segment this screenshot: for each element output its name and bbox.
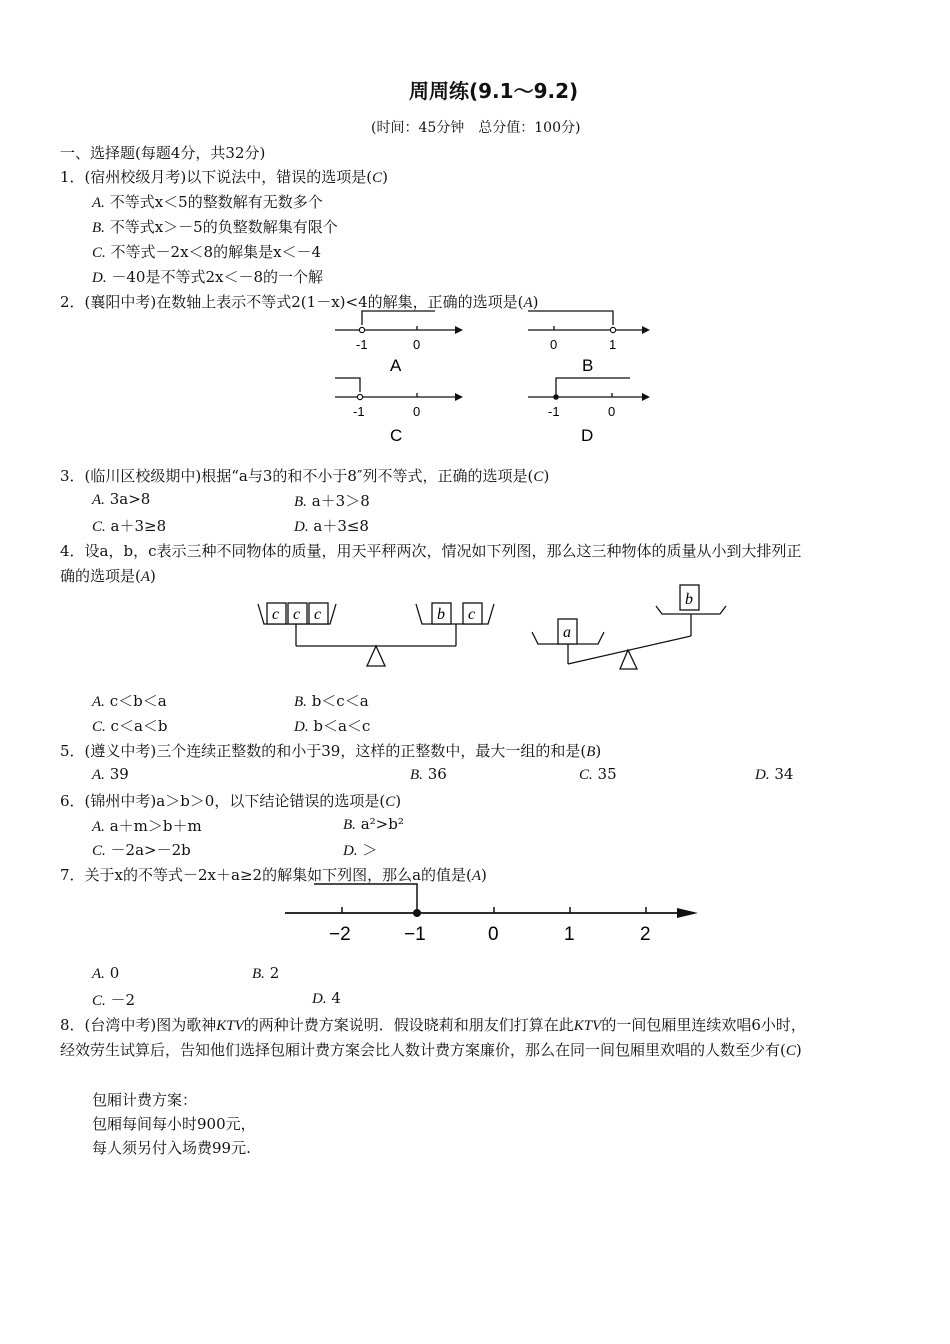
option: C. 35 bbox=[579, 765, 617, 783]
option: C. a＋3≥8 bbox=[92, 517, 167, 535]
answer: C bbox=[533, 469, 544, 485]
answer: A bbox=[471, 868, 482, 884]
tick-label: -1 bbox=[548, 404, 560, 419]
balance-tilted bbox=[532, 585, 726, 669]
question-7-stem: 7．关于x的不等式－2x＋a≥2的解集如下列图，那么a的值是(A) bbox=[60, 866, 487, 884]
question-1-stem: 1．(宿州校级月考)以下说法中，错误的选项是(C) bbox=[60, 168, 388, 186]
option: A. 不等式x＜5的整数解有无数多个 bbox=[92, 193, 323, 211]
pricing-line: 每人须另付入场费99元. bbox=[92, 1139, 251, 1157]
question-8-stem-line2: 经效劳生试算后，告知他们选择包厢计费方案会比人数计费方案廉价，那么在同一间包厢里欢唱的人数至少有(C) bbox=[60, 1041, 802, 1059]
tick-label: 0 bbox=[413, 337, 421, 352]
figure-label-b: B bbox=[582, 356, 594, 375]
tick-label: −2 bbox=[329, 924, 351, 945]
number-line-a bbox=[335, 311, 463, 375]
option: A. 0 bbox=[92, 964, 120, 982]
option: D. 4 bbox=[312, 989, 341, 1007]
option: B. a²>b² bbox=[343, 815, 404, 833]
pricing-line: 包厢每间每小时900元， bbox=[92, 1115, 256, 1133]
tick-label: −1 bbox=[404, 924, 426, 945]
box-label: c bbox=[468, 606, 476, 623]
tick-label: 1 bbox=[564, 924, 575, 945]
option: A. a＋m＞b＋m bbox=[92, 817, 202, 835]
box-label: c bbox=[272, 606, 280, 623]
option: A. c＜b＜a bbox=[92, 692, 167, 710]
tick-label: 0 bbox=[550, 337, 558, 352]
tick-label: 0 bbox=[608, 404, 616, 419]
option: D. a＋3≤8 bbox=[294, 517, 369, 535]
question-4-stem-line2: 确的选项是(A) bbox=[60, 567, 156, 585]
option: C. －2 bbox=[92, 991, 136, 1009]
option: B. b＜c＜a bbox=[294, 692, 369, 710]
option: C. 不等式－2x＜8的解集是x＜－4 bbox=[92, 243, 322, 261]
number-line-b bbox=[528, 311, 650, 375]
question-4-stem-line1: 4．设a，b，c表示三种不同物体的质量，用天平秤两次，情况如下列图，那么这三种物体的质量从小到大排列正 bbox=[60, 542, 802, 560]
option: D. －40是不等式2x＜－8的一个解 bbox=[92, 268, 324, 286]
option: D. ＞ bbox=[343, 841, 378, 859]
box-label: b bbox=[685, 591, 693, 608]
tick-label: -1 bbox=[356, 337, 368, 352]
question-8-stem-line1: 8．(台湾中考)图为歌神KTV的两种计费方案说明．假设晓莉和朋友们打算在此KTV的一间包厢里连续欢唱6小时， bbox=[60, 1016, 806, 1034]
option: B. 36 bbox=[410, 765, 447, 783]
question-5-stem: 5．(遵义中考)三个连续正整数的和小于39，这样的正整数中，最大一组的和是(B) bbox=[60, 742, 602, 760]
answer: C bbox=[385, 794, 396, 810]
box-label: c bbox=[293, 606, 301, 623]
number-line-c bbox=[335, 378, 463, 445]
number-line-d bbox=[528, 378, 650, 445]
box-label: a bbox=[563, 624, 571, 641]
number-line-q7 bbox=[280, 878, 705, 948]
box-label: c bbox=[314, 606, 322, 623]
pricing-heading: 包厢计费方案： bbox=[92, 1091, 198, 1109]
section-heading: 一、选择题(每题4分，共32分) bbox=[60, 144, 266, 162]
option: A. 39 bbox=[92, 765, 129, 783]
answer: C bbox=[372, 170, 383, 186]
option: A. 3a>8 bbox=[92, 490, 151, 508]
option: D. b＜a＜c bbox=[294, 717, 371, 735]
question-2-stem: 2．(襄阳中考)在数轴上表示不等式2(1－x)<4的解集，正确的选项是(A) bbox=[60, 293, 539, 311]
option: D. 34 bbox=[755, 765, 794, 783]
figure-label-d: D bbox=[581, 426, 594, 445]
page-title: 周周练(9.1～9.2) bbox=[409, 79, 579, 103]
tick-label: -1 bbox=[353, 404, 365, 419]
option: B. 2 bbox=[252, 964, 280, 982]
option: C. c＜a＜b bbox=[92, 717, 168, 735]
time-info: (时间：45分钟 总分值：100分) bbox=[371, 120, 581, 136]
tick-label: 2 bbox=[640, 924, 651, 945]
box-label: b bbox=[437, 606, 445, 623]
figure-label-c: C bbox=[390, 426, 403, 445]
answer: A bbox=[523, 295, 533, 311]
balance-figures bbox=[250, 580, 730, 675]
tick-label: 0 bbox=[488, 924, 499, 945]
number-line-figures bbox=[320, 305, 670, 450]
option: B. 不等式x＞－5的负整数解集有限个 bbox=[92, 218, 338, 236]
question-6-stem: 6．(锦州中考)a＞b＞0，以下结论错误的选项是(C) bbox=[60, 792, 402, 810]
question-3-stem: 3．(临川区校级期中)根据“a与3的和不小于8″列不等式，正确的选项是(C) bbox=[60, 467, 550, 485]
answer: A bbox=[140, 569, 151, 585]
tick-label: 0 bbox=[413, 404, 421, 419]
option: B. a＋3＞8 bbox=[294, 492, 370, 510]
option: C. －2a>－2b bbox=[92, 841, 191, 859]
answer: B bbox=[586, 744, 596, 760]
tick-label: 1 bbox=[609, 337, 617, 352]
answer: C bbox=[785, 1043, 796, 1059]
figure-label-a: A bbox=[390, 356, 402, 375]
